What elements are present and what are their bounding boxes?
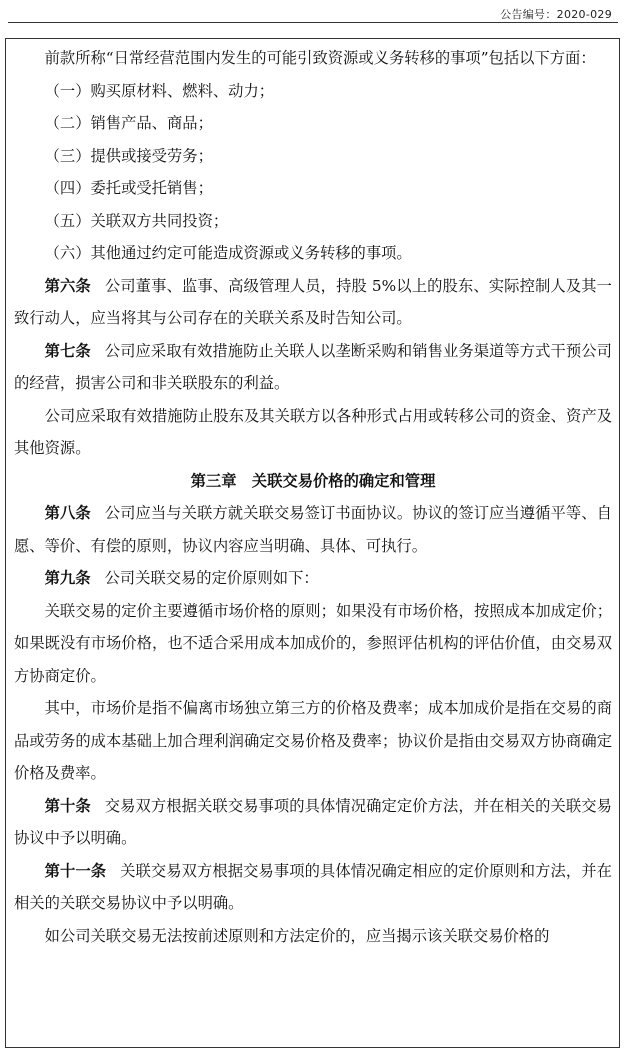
article-8: [14, 497, 612, 562]
document-body: [14, 42, 612, 952]
article-text: 公司董事、监事、高级管理人员，持股 5%以上的股东、实际控制人及其一致行动人，应当将其与公司存在的关联关系及时告知公司。: [14, 276, 612, 327]
article-text: 公司关联交易的定价原则如下：: [104, 569, 319, 587]
article-10: [14, 790, 612, 855]
article-text: 公司应采取有效措施防止关联人以垄断采购和销售业务渠道等方式干预公司的经营，损害公司和非关联股东的利益。: [14, 341, 612, 392]
article-9-paragraph-3: 其中，市场价是指不偏离市场独立第三方的价格及费率；成本加成价是指在交易的商品或劳务的成本基础上加合理利润确定交易价格及费率；协议价是指由交易双方协商确定价格及费率。: [14, 699, 612, 782]
list-item: （六）其他通过约定可能造成资源或义务转移的事项。: [44, 244, 412, 262]
chapter-heading: 第三章 关联交易价格的确定和管理: [190, 471, 436, 490]
announcement-number: 公告编号：2020-029: [500, 8, 612, 21]
article-11-paragraph-2: 如公司关联交易无法按前述原则和方法定价的，应当揭示该关联交易价格的: [44, 926, 550, 945]
article-9-paragraph-2: 关联交易的定价主要遵循市场价格的原则；如果没有市场价格，按照成本加成定价；如果既没有市场价格，也不适合采用成本加成价的，参照评估机构的评估价值，由交易双方协商定价。: [14, 601, 612, 685]
article-text: 关联交易双方根据交易事项的具体情况确定相应的定价原则和方法，并在相关的关联交易协议中予以明确。: [14, 861, 612, 912]
list-item: （三）提供或接受劳务；: [44, 146, 213, 165]
article-label: 第十一条: [44, 861, 107, 880]
article-9: [14, 562, 612, 595]
header-divider: [8, 22, 618, 23]
article-6: [14, 270, 612, 335]
article-label: 第七条: [44, 341, 91, 360]
list-item: （四）委托或受托销售；: [44, 179, 213, 197]
article-label: 第六条: [44, 276, 91, 295]
list-item: （一）购买原材料、燃料、动力；: [44, 81, 275, 100]
intro-paragraph: 前款所称“日常经营范围内发生的可能引致资源或义务转移的事项”包括以下方面：: [44, 49, 596, 67]
article-label: 第八条: [44, 504, 91, 522]
list-item: （二）销售产品、商品；: [44, 114, 213, 132]
article-7-paragraph-2: 公司应采取有效措施防止股东及其关联方以各种形式占用或转移公司的资金、资产及其他资源。: [14, 406, 612, 457]
article-label: 第十条: [44, 796, 91, 815]
article-11: [14, 855, 612, 920]
article-7: [14, 335, 612, 400]
list-item: （五）关联双方共同投资；: [44, 211, 229, 230]
article-label: 第九条: [44, 569, 91, 587]
article-text: 交易双方根据关联交易事项的具体情况确定定价方法，并在相关的关联交易协议中予以明确。: [14, 796, 612, 847]
article-text: 公司应当与关联方就关联交易签订书面协议。协议的签订应当遵循平等、自愿、等价、有偿的原则，协议内容应当明确、具体、可执行。: [14, 504, 612, 555]
